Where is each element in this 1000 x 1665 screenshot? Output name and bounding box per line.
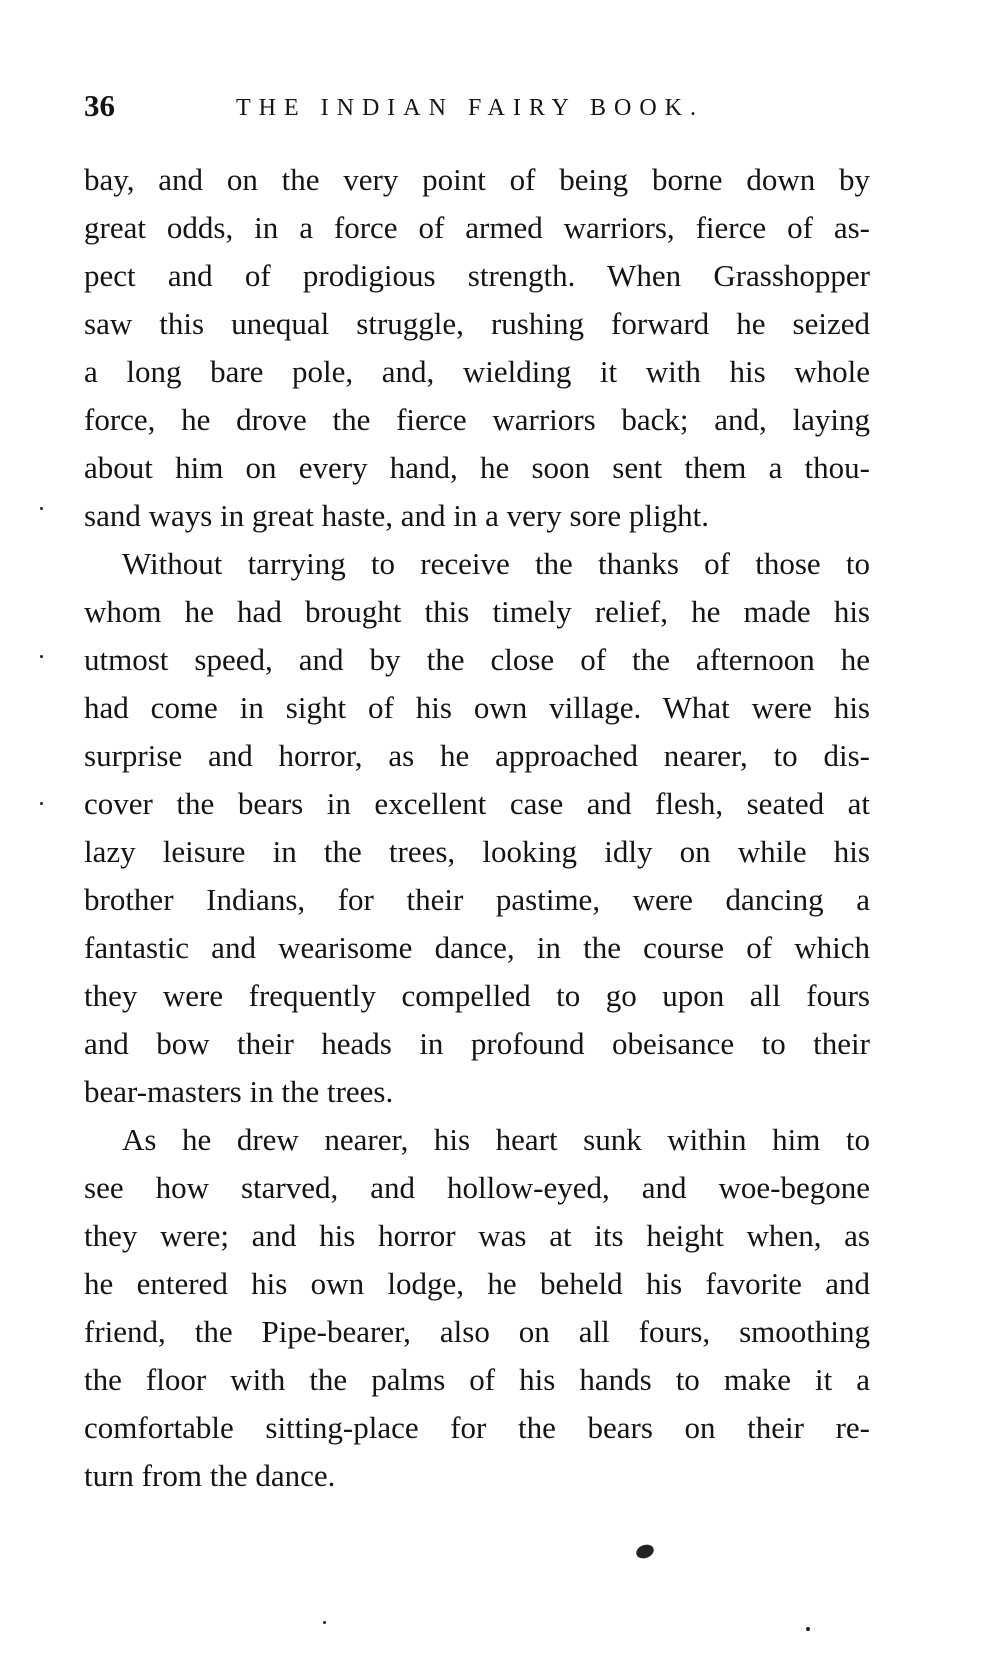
text-line: they were; and his horror was at its height when, as (84, 1218, 870, 1253)
text-line: the floor with the palms of his hands to make it a (84, 1362, 870, 1397)
text-line: utmost speed, and by the close of the afternoon he (84, 642, 870, 677)
text-line: surprise and horror, as he approached nearer, to dis- (84, 738, 870, 773)
ink-speck (806, 1627, 810, 1631)
paragraph-1 (84, 156, 870, 540)
text-line: pect and of prodigious strength. When Grasshopper (84, 258, 870, 293)
paragraph-2 (84, 540, 870, 1116)
ink-speck (323, 1621, 326, 1624)
text-line: they were frequently compelled to go upon all fours (84, 978, 870, 1013)
text-line: brother Indians, for their pastime, were dancing a (84, 882, 870, 917)
text-line: force, he drove the fierce warriors back; and, laying (84, 402, 870, 437)
text-line: see how starved, and hollow-eyed, and woe-begone (84, 1170, 870, 1205)
page-header (84, 86, 796, 126)
text-line: friend, the Pipe-bearer, also on all fours, smoothing (84, 1314, 870, 1349)
text-line: cover the bears in excellent case and flesh, seated at (84, 786, 870, 821)
text-line: about him on every hand, he soon sent them a thou- (84, 450, 870, 485)
text-line: As he drew nearer, his heart sunk within him to (122, 1122, 870, 1157)
text-line: sand ways in great haste, and in a very sore plight. (84, 498, 709, 533)
text-line: comfortable sitting-place for the bears on their re- (84, 1410, 870, 1445)
text-line: fantastic and wearisome dance, in the course of which (84, 930, 870, 965)
text-line: Without tarrying to receive the thanks of those to (122, 546, 870, 581)
text-line: a long bare pole, and, wielding it with his whole (84, 354, 870, 389)
ink-speck (40, 802, 43, 805)
text-line: great odds, in a force of armed warriors, fierce of as- (84, 210, 870, 245)
ink-speck (40, 507, 43, 510)
running-title: THE INDIAN FAIRY BOOK. (236, 95, 704, 121)
ink-speck (40, 655, 43, 658)
text-line: he entered his own lodge, he beheld his favorite and (84, 1266, 870, 1301)
text-line: bear-masters in the trees. (84, 1074, 394, 1109)
ink-blot (634, 1542, 655, 1560)
paragraph-3 (84, 1116, 870, 1500)
text-line: turn from the dance. (84, 1458, 336, 1493)
page-number: 36 (84, 88, 115, 123)
text-line: and bow their heads in profound obeisance to their (84, 1026, 870, 1061)
text-line: bay, and on the very point of being borne down by (84, 162, 870, 197)
text-line: saw this unequal struggle, rushing forward he seized (84, 306, 870, 341)
text-line: had come in sight of his own village. What were his (84, 690, 870, 725)
body-text (84, 156, 870, 1500)
text-line: whom he had brought this timely relief, he made his (84, 594, 870, 629)
text-line: lazy leisure in the trees, looking idly on while his (84, 834, 870, 869)
